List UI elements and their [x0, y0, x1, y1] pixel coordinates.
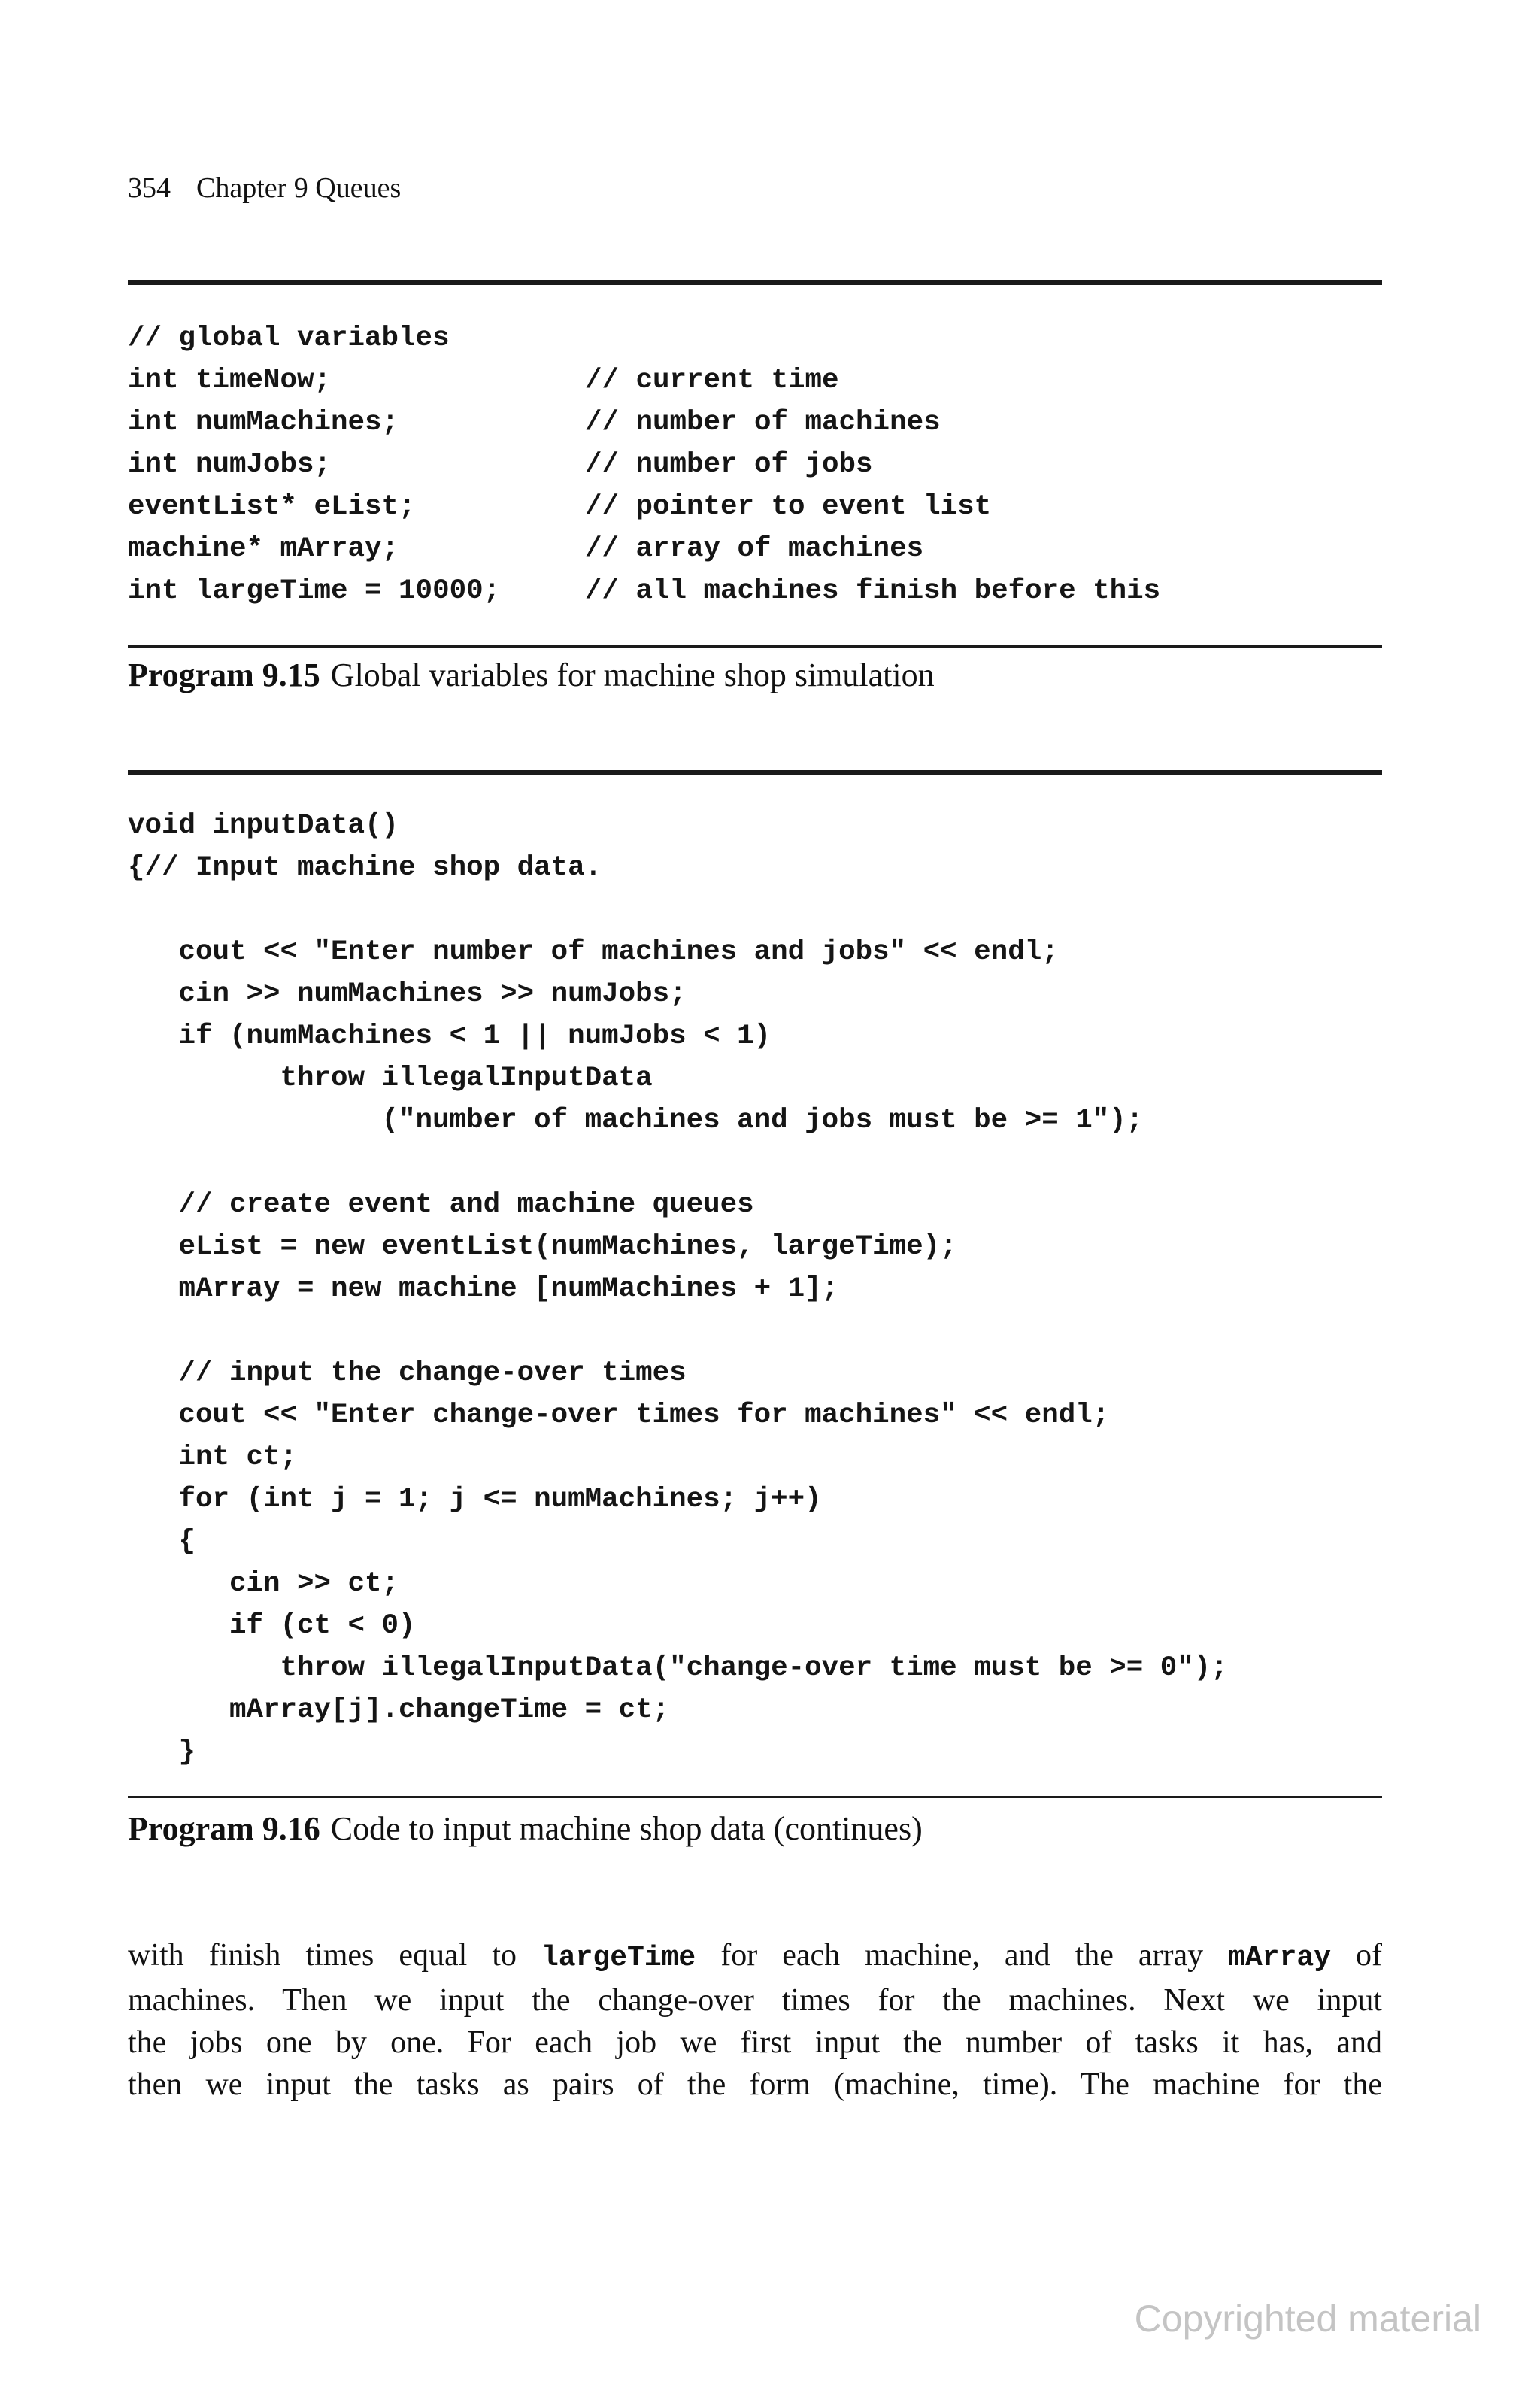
inline-code-marray: mArray [1228, 1942, 1331, 1974]
code-line: for (int j = 1; j <= numMachines; j++) [128, 1484, 822, 1515]
program-9-15-comments [585, 317, 1160, 612]
code-line: machine* mArray; [128, 533, 399, 565]
code-line: // current time [585, 365, 839, 396]
code-line [128, 1142, 1228, 1184]
caption-text: Global variables for machine shop simulation [330, 657, 935, 693]
page-number: 354 [128, 172, 171, 204]
code-line: int numJobs; [128, 449, 332, 481]
inline-code-largetime: largeTime [541, 1942, 696, 1974]
caption-number: Program 9.16 [128, 1810, 320, 1847]
paragraph-line: machines. Then we input the change-over times for the machines. Next we input [128, 1983, 1382, 2018]
code-line: mArray = new machine [numMachines + 1]; [128, 1273, 839, 1305]
code-line: void inputData() [128, 810, 399, 842]
program-bottom-rule [128, 1796, 1382, 1798]
code-line: } [128, 1736, 196, 1768]
paragraph-line: the jobs one by one. For each job we first input the number of tasks it has, and [128, 2025, 1382, 2060]
program-bottom-rule [128, 645, 1382, 648]
paragraph-line [128, 1934, 1382, 1979]
code-line: int numMachines; [128, 407, 399, 438]
code-line: // pointer to event list [585, 491, 992, 523]
code-line: int ct; [128, 1442, 298, 1473]
paragraph-line: then we input the tasks as pairs of the form (machine, time). The machine for the [128, 2067, 1382, 2102]
code-line: // all machines finish before this [585, 575, 1161, 607]
body-paragraph [128, 1934, 1382, 2106]
code-line: eList = new eventList(numMachines, largeTime); [128, 1231, 957, 1263]
code-line [585, 317, 1160, 359]
page-header [128, 171, 401, 205]
code-line: ("number of machines and jobs must be >= 1"); [128, 1105, 1144, 1136]
code-line: // number of jobs [585, 449, 873, 481]
code-line: mArray[j].changeTime = ct; [128, 1694, 670, 1726]
code-line: if (ct < 0) [128, 1610, 416, 1642]
code-line: throw illegalInputData [128, 1063, 653, 1094]
code-line: if (numMachines < 1 || numJobs < 1) [128, 1021, 772, 1052]
caption-number: Program 9.15 [128, 657, 320, 693]
program-9-15-caption [128, 656, 935, 694]
code-line: cin >> ct; [128, 1568, 399, 1600]
text-run: of [1331, 1938, 1382, 1973]
code-line: // array of machines [585, 533, 924, 565]
code-line: cout << "Enter change-over times for machines" << endl; [128, 1400, 1110, 1431]
program-9-16-code [128, 805, 1228, 1773]
copyright-watermark: Copyrighted material [1134, 2298, 1481, 2340]
code-line [128, 889, 1228, 931]
program-9-15-code [128, 317, 500, 612]
code-line: int largeTime = 10000; [128, 575, 501, 607]
chapter-title: Chapter 9 Queues [196, 172, 402, 204]
code-line: { [128, 1526, 196, 1557]
code-line: throw illegalInputData("change-over time must be >= 0"); [128, 1652, 1228, 1684]
code-line [128, 1310, 1228, 1352]
code-line: eventList* eList; [128, 491, 416, 523]
code-line: // create event and machine queues [128, 1189, 754, 1221]
code-line: cout << "Enter number of machines and jobs" << endl; [128, 936, 1059, 968]
code-line: // input the change-over times [128, 1357, 687, 1389]
caption-text: Code to input machine shop data (continues) [330, 1810, 923, 1847]
program-9-16-caption [128, 1809, 923, 1848]
code-line: // global variables [128, 323, 450, 354]
text-run: with finish times equal to [128, 1938, 541, 1973]
program-top-rule [128, 280, 1382, 285]
code-line: // number of machines [585, 407, 941, 438]
text-run: for each machine, and the array [696, 1938, 1229, 1973]
code-line: cin >> numMachines >> numJobs; [128, 978, 687, 1010]
code-line: int timeNow; [128, 365, 332, 396]
program-top-rule [128, 770, 1382, 775]
code-line: {// Input machine shop data. [128, 852, 602, 884]
